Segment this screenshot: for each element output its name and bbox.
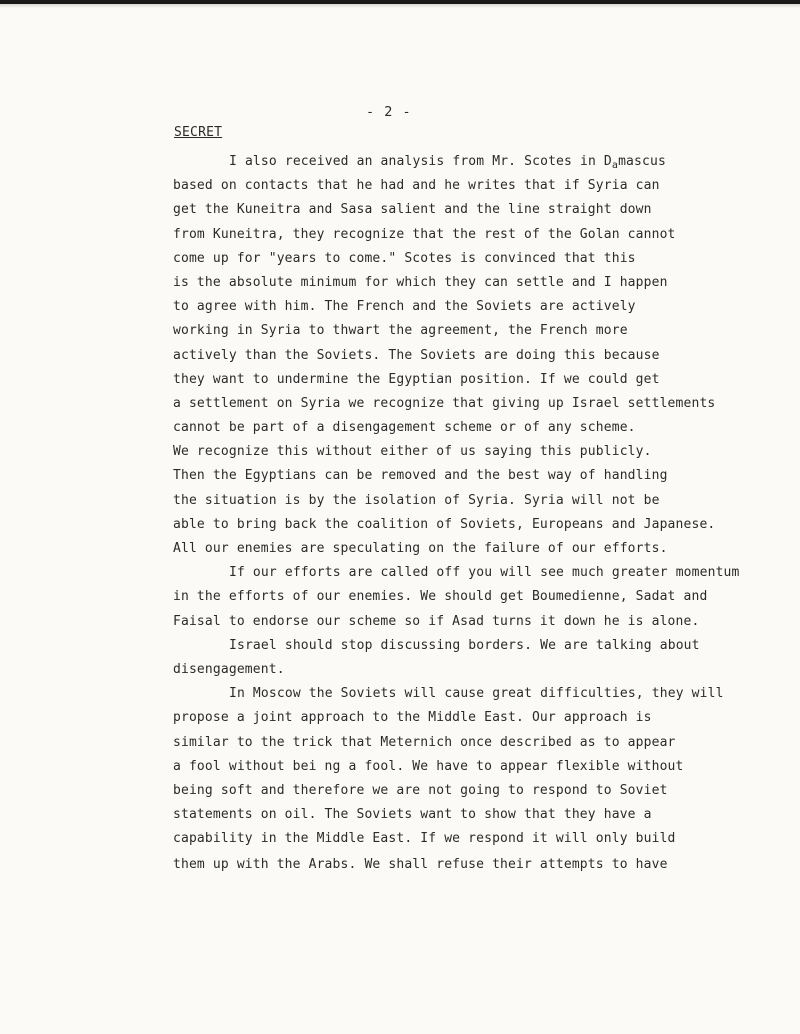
text-line: come up for "years to come." Scotes is convinced that this — [173, 250, 636, 266]
text-line: a fool without bei ng a fool. We have to appear flexible without — [173, 758, 684, 774]
text-line: Faisal to endorse our scheme so if Asad turns it down he is alone. — [173, 613, 700, 629]
text-line: being soft and therefore we are not going to respond to Soviet — [173, 782, 668, 798]
text-line: We recognize this without either of us saying this publicly. — [173, 444, 652, 460]
text-line: from Kuneitra, they recognize that the rest of the Golan cannot — [173, 226, 676, 242]
document-body — [173, 150, 740, 878]
text-line: I also received an analysis from Mr. Scotes in $D_amascus$ — [229, 154, 666, 171]
text-line: to agree with him. The French and the Soviets are actively — [173, 299, 636, 315]
scan-top-shadow — [0, 4, 800, 8]
text-line: them up with the Arabs. We shall refuse their attempts to have — [173, 857, 668, 873]
text-line: capability in the Middle East. If we respond it will only build — [173, 831, 676, 847]
text-line: is the absolute minimum for which they can settle and I happen — [173, 274, 668, 290]
text-line: Israel should stop discussing borders. We are talking about — [229, 637, 700, 653]
text-line: the situation is by the isolation of Syria. Syria will not be — [173, 492, 660, 508]
text-line: In Moscow the Soviets will cause great difficulties, they will — [229, 686, 724, 702]
text-line: in the efforts of our enemies. We should get Boumedienne, Sadat and — [173, 589, 708, 605]
text-line: statements on oil. The Soviets want to show that they have a — [173, 807, 652, 823]
text-line: cannot be part of a disengagement scheme or of any scheme. — [173, 420, 636, 436]
text-line: propose a joint approach to the Middle East. Our approach is — [173, 710, 652, 726]
text-line: similar to the trick that Meternich once described as to appear — [173, 734, 676, 750]
page-number: - 2 - — [366, 104, 412, 120]
text-line: actively than the Soviets. The Soviets are doing this because — [173, 347, 660, 363]
text-line: they want to undermine the Egyptian position. If we could get — [173, 371, 660, 387]
classification-marking: SECRET — [174, 125, 223, 140]
text-line: All our enemies are speculating on the failure of our efforts. — [173, 541, 668, 556]
text-line: working in Syria to thwart the agreement, the French more — [173, 323, 628, 339]
text-line: able to bring back the coalition of Soviets, Europeans and Japanese. — [173, 516, 716, 532]
subscript-letter: a — [611, 160, 619, 171]
text-line: disengagement. — [173, 661, 285, 677]
text-line: Then the Egyptians can be removed and the best way of handling — [173, 468, 668, 484]
text-line: get the Kuneitra and Sasa salient and the line straight down — [173, 202, 652, 218]
text-line: a settlement on Syria we recognize that giving up Israel settlements — [173, 395, 716, 411]
text-line: If our efforts are called off you will see much greater momentum — [229, 565, 740, 581]
text-line: based on contacts that he had and he writes that if Syria can — [173, 178, 660, 194]
